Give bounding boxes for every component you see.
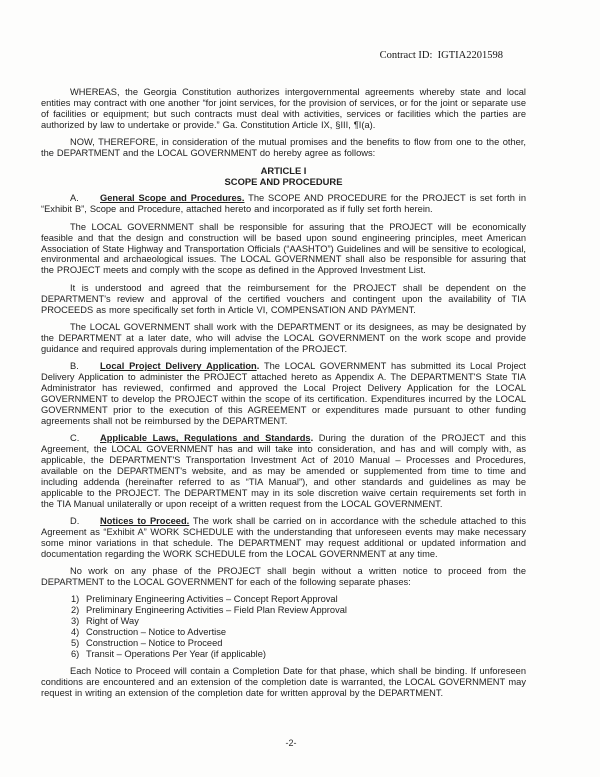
- phase-list: [71, 594, 526, 659]
- phase-item-5-label: Construction – Notice to Proceed: [86, 638, 223, 649]
- phase-item-5-number: 5): [71, 638, 80, 649]
- whereas-paragraph: WHEREAS, the Georgia Constitution authorizes intergovernmental agreements whereby state and local entities may contract with one another “for joint services, for the provision of services, or for the joint or separate use of facilities or equipment; but such contracts must deal with activities, services or facilities which the parties are authorized by law to undertake or provide.” Ga. Constitution Article IX, §III, ¶I(a).: [41, 87, 526, 130]
- phase-item-6-number: 6): [71, 648, 80, 659]
- section-b-heading: Local Project Delivery Application: [100, 361, 257, 372]
- section-b-heading-period: .: [256, 361, 260, 372]
- section-c-heading: Applicable Laws, Regulations and Standards: [100, 433, 311, 444]
- phase-item-2: [71, 605, 526, 616]
- no-work-paragraph: No work on any phase of the PROJECT shall begin without a written notice to proceed from the DEPARTMENT to the LOCAL GOVERNMENT for each of the following separate phases:: [41, 566, 526, 588]
- section-a-heading: General Scope and Procedures.: [100, 193, 245, 204]
- phase-item-1-number: 1): [71, 594, 80, 605]
- now-therefore-paragraph: NOW, THEREFORE, in consideration of the mutual promises and the benefits to flow from one to the other, the DEPARTMENT and the LOCAL GOVERNMENT do hereby agree as follows:: [41, 137, 526, 159]
- phase-item-4: [71, 627, 526, 638]
- section-b-paragraph: [41, 361, 526, 426]
- phase-item-6: [71, 649, 526, 660]
- phase-item-3-label: Right of Way: [86, 616, 139, 627]
- page-number: -2-: [285, 738, 297, 748]
- section-a-subparagraph-1: The LOCAL GOVERNMENT shall be responsible for assuring that the PROJECT will be economically feasible and that the design and construction will be based upon sound engineering principles, meet American Association of State Highway and Transportation Officials (“AASHTO”) Guidelines and will be sensitive to ecological, environmental and archaeological issues. The LOCAL GOVERNMENT shall also be responsible for assuring that the PROJECT meets and comply with the scope as defined in the Approved Investment List.: [41, 221, 526, 276]
- phase-item-3: [71, 616, 526, 627]
- section-d-body: The work shall be carried on in accordance with the schedule attached to this Agreement as “Exhibit A” WORK SCHEDULE with the understanding that unforeseen events may make necessary some minor variations in that schedule. The DEPARTMENT may request additional or updated information and documentation regarding the WORK SCHEDULE from the LOCAL GOVERNMENT at any time.: [41, 516, 526, 559]
- phase-item-6-label: Transit – Operations Per Year (if applicable): [86, 648, 267, 659]
- document-body: [41, 87, 526, 706]
- section-c-letter: C.: [70, 433, 80, 444]
- phase-item-2-number: 2): [71, 605, 80, 616]
- section-d-letter: D.: [70, 516, 80, 526]
- section-c-heading-period: .: [310, 433, 314, 444]
- article-title: ARTICLE I: [260, 165, 307, 177]
- phase-item-1: [71, 594, 526, 605]
- phase-item-3-number: 3): [71, 616, 80, 627]
- section-d-heading: Notices to Proceed.: [100, 516, 190, 526]
- section-c-paragraph: [41, 433, 526, 509]
- section-b-body: The LOCAL GOVERNMENT has submitted its Local Project Delivery Application to administer the PROJECT attached hereto as Appendix A. The DEPARTMENT'S State TIA Administrator has reviewed, confirmed and approved the Local Project Delivery Application for the LOCAL GOVERNMENT to develop the PROJECT within the scope of its certification. Expenditures incurred by the LOCAL GOVERNMENT prior to the execution of this AGREEMENT or expenditures made pursuant to other funding agreements shall not be reimbursed by the DEPARTMENT.: [41, 361, 526, 426]
- section-a-letter: A.: [70, 193, 79, 204]
- phase-item-2-label: Preliminary Engineering Activities – Field Plan Review Approval: [86, 605, 347, 616]
- section-a-subparagraph-3: The LOCAL GOVERNMENT shall work with the DEPARTMENT or its designees, as may be designated by the DEPARTMENT at a later date, who will advise the LOCAL GOVERNMENT on the work scope and provide guidance and required approvals during implementation of the PROJECT.: [41, 322, 526, 354]
- phase-item-1-label: Preliminary Engineering Activities – Concept Report Approval: [86, 594, 338, 605]
- section-a-subparagraph-2: It is understood and agreed that the reimbursement for the PROJECT shall be dependent on the DEPARTMENT's review and approval of the certified vouchers and contingent upon the availability of TIA PROCEEDS as more specifically set forth in Article VI, COMPENSATION AND PAYMENT.: [41, 282, 526, 315]
- section-b-letter: B.: [70, 361, 79, 372]
- section-a-body: The SCOPE AND PROCEDURE for the PROJECT is set forth in “Exhibit B”, Scope and Procedure, attached hereto and incorporated as if fully set forth herein.: [41, 193, 526, 215]
- phase-item-4-label: Construction – Notice to Advertise: [86, 627, 227, 638]
- contract-id: Contract ID: IGTIA2201598: [379, 50, 503, 61]
- section-a-paragraph: [41, 193, 526, 215]
- phase-item-5: [71, 638, 526, 649]
- phase-item-4-number: 4): [71, 627, 80, 638]
- article-heading: [41, 165, 526, 187]
- section-c-body: During the duration of the PROJECT and this Agreement, the LOCAL GOVERNMENT has and will take into consideration, and has and will comply with, as applicable, the DEPARTMENT'S Transportation Investment Act of 2010 Manual – Processes and Procedures, available on the DEPARTMENT's website, and as may be amended or supplemented from time to time and including addenda (hereinafter referred to as “TIA Manual”), and other standards and guidelines as may be applicable to the PROJECT. The DEPARTMENT may in its sole discretion waive certain requirements set forth in the TIA Manual unilaterally or upon receipt of a written request from the LOCAL GOVERNMENT.: [41, 433, 526, 509]
- article-subtitle: SCOPE AND PROCEDURE: [224, 176, 343, 188]
- closing-paragraph: Each Notice to Proceed will contain a Completion Date for that phase, which shall be binding. If unforeseen conditions are encountered and an extension of the completion date is warranted, the LOCAL GOVERNMENT may request in writing an extension of the completion date for written approval by the DEPARTMENT.: [41, 666, 526, 699]
- section-d-paragraph: [41, 516, 526, 560]
